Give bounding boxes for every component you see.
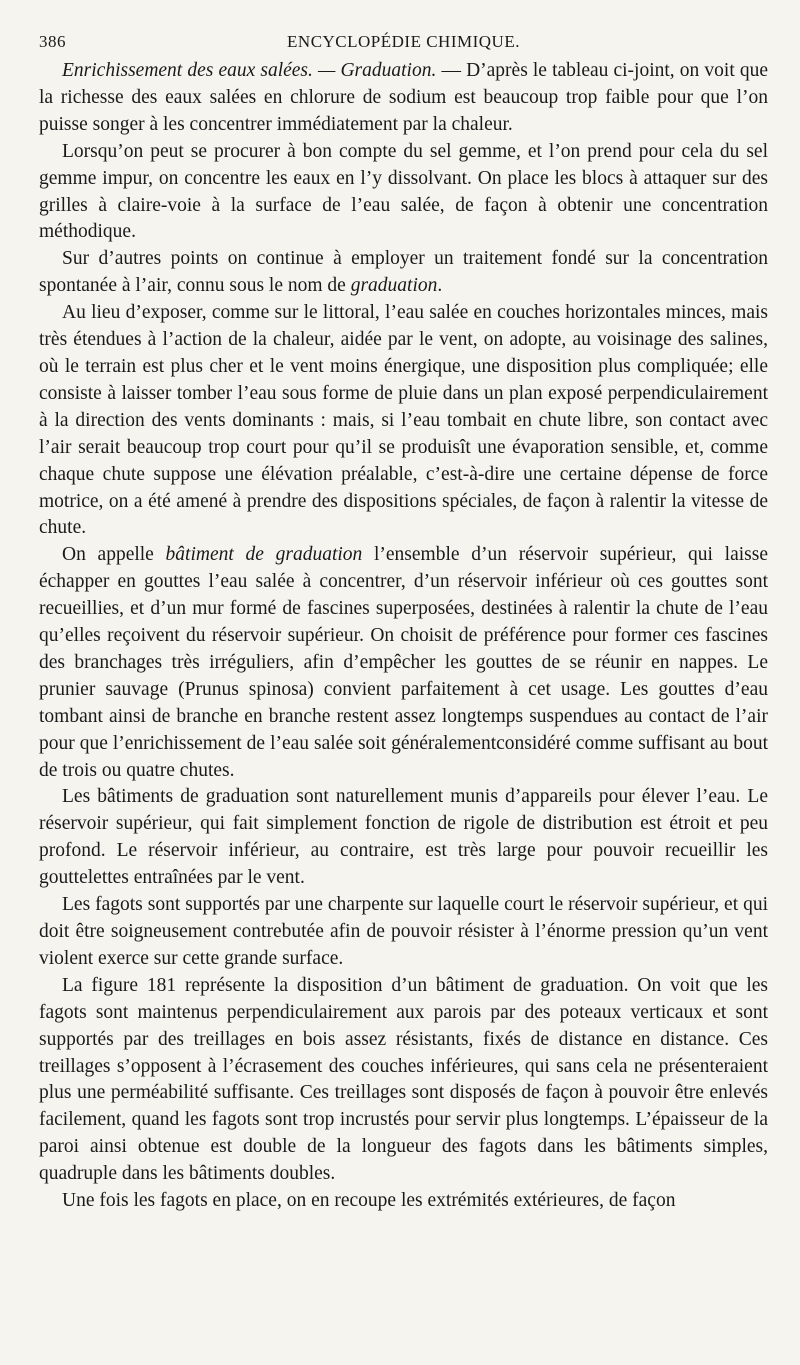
page-header	[39, 28, 768, 58]
running-title: ENCYCLOPÉDIE CHIMIQUE.	[287, 32, 520, 51]
paragraph: La figure 181 représente la disposition d’un bâtiment de graduation. On voit que les fagots sont maintenus perpendiculairement aux parois par des poteaux verticaux et sont supportés par des treillages en bois assez résistants, fixés de distance en distance. Ces treillages s’opposent à l’écrasement des couches inférieures, qui sans cela ne présenteraient plus une perméabilité suffisante. Ces treillages sont disposés de façon à pouvoir être enlevés facilement, quand les fagots sont trop incrustés pour servir plus longtemps. L’épaisseur de la paroi ainsi obtenue est double de la longueur des fagots dans les bâtiments simples, quadruple dans les bâtiments doubles.	[39, 974, 768, 1185]
paragraph: On appelle bâtiment de graduation l’ensemble d’un réservoir supérieur, qui laisse échapper en gouttes l’eau salée à concentrer, d’un réservoir inférieur où ces gouttes sont recueillies, et d’un mur formé de fascines superposées, destinées à ralentir la chute de l’eau qu’elles reçoivent du réservoir supérieur. On choisit de préférence pour former ces fascines des branchages très irréguliers, afin d’empêcher les gouttes de se réunir en nappes. Le prunier sauvage (Prunus spinosa) convient parfaitement à cet usage. Les gouttes d’eau tombant ainsi de branche en branche restent assez longtemps suspendues au contact de l’air pour que l’enrichissement de l’eau salée soit généralementconsidéré comme suffisant au bout de trois ou quatre chutes.	[39, 544, 768, 781]
paragraph: Lorsqu’on peut se procurer à bon compte du sel gemme, et l’on prend pour cela du sel gemme impur, on concentre les eaux en l’y dissolvant. On place les blocs à attaquer sur des grilles à claire-voie à la surface de l’eau salée, de façon à obtenir une concentration méthodique.	[39, 140, 768, 243]
italic-term: graduation	[350, 275, 438, 297]
italic-term: bâtiment de graduation	[165, 544, 363, 566]
body-text	[39, 58, 768, 1215]
paragraph: Enrichissement des eaux salées. — Graduation. — D’après le tableau ci-joint, on voit que la richesse des eaux salées en chlorure de sodium est beaucoup trop faible pour que l’on puisse songer à les concentrer immédiatement par la chaleur.	[39, 60, 768, 135]
page-number: 386	[39, 32, 66, 51]
paragraph: Au lieu d’exposer, comme sur le littoral, l’eau salée en couches horizontales minces, mais très étendues à l’action de la chaleur, aidée par le vent, on adopte, au voisinage des salines, où le terrain est plus cher et le vent moins énergique, une disposition plus compliquée; elle consiste à laisser tomber l’eau sous forme de pluie dans un plan exposé perpendiculairement à la direction des vents dominants : mais, si l’eau tombait en chute libre, son contact avec l’air serait beaucoup trop court pour qu’il se produisît une évaporation sensible, et, comme chaque chute suppose une élévation préalable, c’est-à-dire une certaine dépense de force motrice, on a été amené à prendre des dispositions spéciales, de façon à ralentir la vitesse de chute.	[39, 302, 768, 539]
paragraph: Une fois les fagots en place, on en recoupe les extrémités extérieures, de façon	[62, 1190, 676, 1212]
paragraph: Les bâtiments de graduation sont naturellement munis d’appareils pour élever l’eau. Le réservoir supérieur, qui fait simplement fonction de rigole de distribution est étroit et peu profond. Le réservoir inférieur, au contraire, est très large pour pouvoir recueillir les gouttelettes entraînées par le vent.	[39, 786, 768, 889]
section-heading: Enrichissement des eaux salées. — Graduation.	[62, 60, 437, 81]
paragraph: Les fagots sont supportés par une charpente sur laquelle court le réservoir supérieur, et qui doit être soigneusement contrebutée afin de pouvoir résister à l’énorme pression qu’un vent violent exerce sur cette grande surface.	[39, 894, 768, 969]
paragraph: Sur d’autres points on continue à employer un traitement fondé sur la concentration spontanée à l’air, connu sous le nom de graduation.	[39, 248, 768, 297]
